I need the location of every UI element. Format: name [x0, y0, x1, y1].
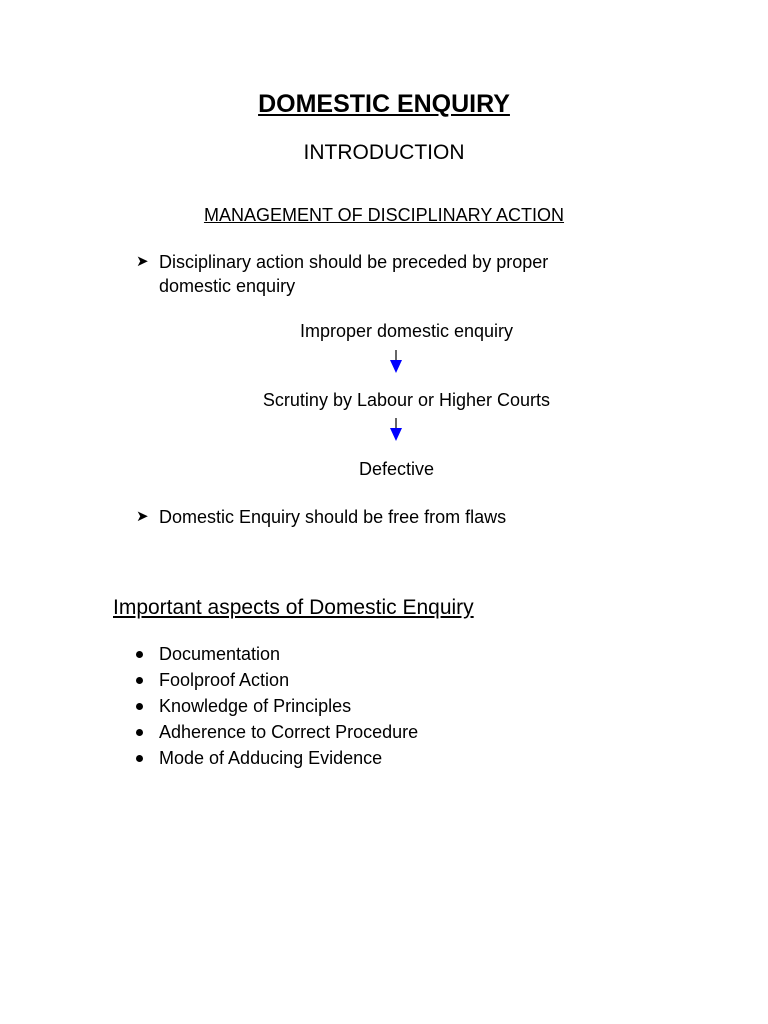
bullet-text: Domestic Enquiry should be free from flaws	[159, 507, 507, 527]
list-item	[133, 745, 418, 771]
bullet-dot-icon	[136, 677, 143, 684]
list-item-text: Documentation	[159, 643, 281, 664]
bullet-dot-icon	[136, 755, 143, 762]
document-subtitle: INTRODUCTION	[303, 141, 465, 164]
down-arrow-icon	[386, 416, 406, 442]
section-heading-aspects: Important aspects of Domestic Enquiry	[113, 596, 474, 619]
bullet-dot-icon	[136, 703, 143, 710]
bullet-dot-icon	[136, 729, 143, 736]
bullet-dot-icon	[136, 651, 143, 658]
list-item-text: Mode of Adducing Evidence	[159, 747, 383, 768]
document-title: DOMESTIC ENQUIRY	[258, 90, 510, 118]
bullet-text: Disciplinary action should be preceded by proper domestic enquiry	[159, 252, 549, 296]
arrowhead-bullet-icon: ➤	[136, 253, 149, 270]
arrow-bullet-item	[136, 505, 506, 529]
flow-step-1: Improper domestic enquiry	[299, 321, 514, 341]
flow-step-2: Scrutiny by Labour or Higher Courts	[262, 390, 551, 410]
arrowhead-bullet-icon: ➤	[136, 508, 149, 525]
list-item	[133, 719, 418, 745]
aspects-list	[133, 641, 418, 771]
down-arrow-icon	[386, 348, 406, 374]
section-heading-management: MANAGEMENT OF DISCIPLINARY ACTION	[203, 205, 565, 225]
list-item-text: Adherence to Correct Procedure	[159, 721, 419, 742]
list-item-text: Knowledge of Principles	[159, 695, 352, 716]
list-item	[133, 693, 418, 719]
flow-step-3: Defective	[358, 459, 435, 479]
list-item	[133, 641, 418, 667]
arrow-bullet-item	[136, 250, 616, 298]
list-item	[133, 667, 418, 693]
list-item-text: Foolproof Action	[159, 669, 290, 690]
